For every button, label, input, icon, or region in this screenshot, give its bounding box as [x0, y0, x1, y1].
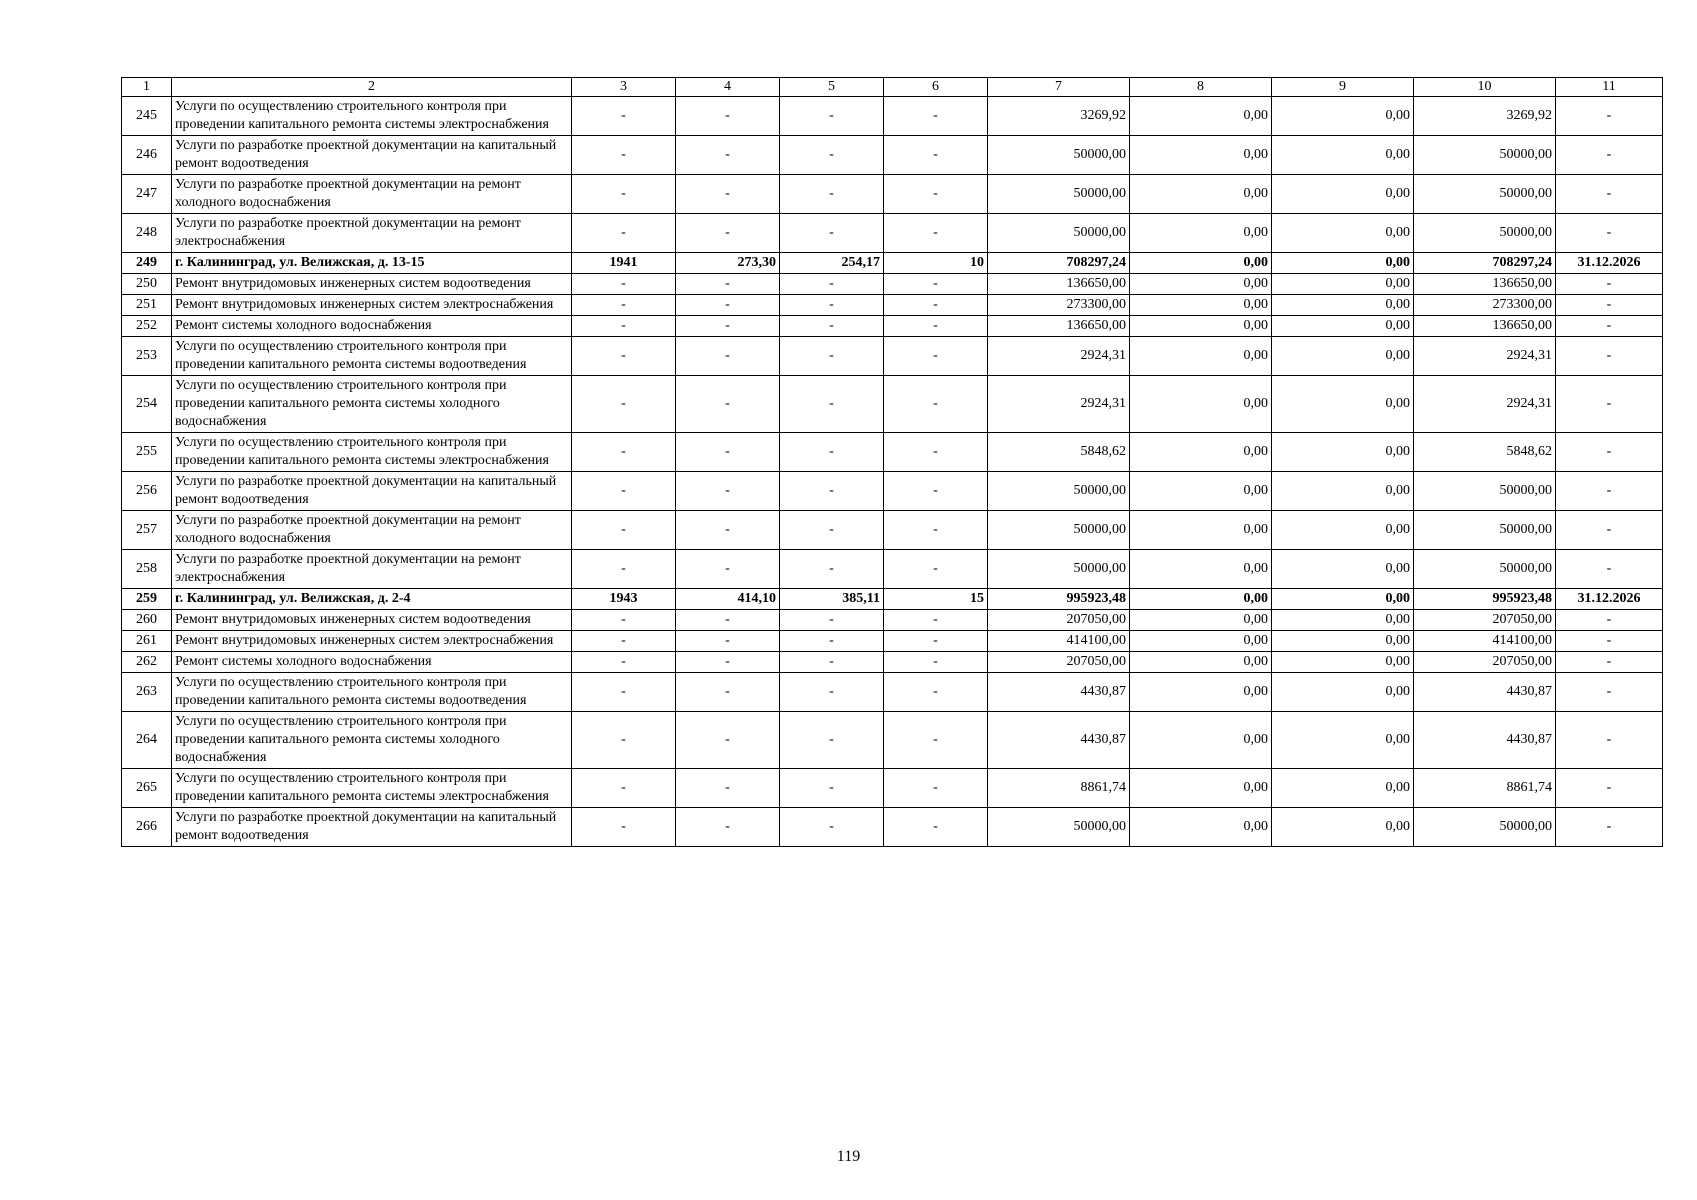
description-cell: Ремонт внутридомовых инженерных систем электроснабжения [172, 631, 572, 652]
row-number-cell: 249 [122, 253, 172, 274]
description-cell: Ремонт внутридомовых инженерных систем водоотведения [172, 274, 572, 295]
value-cell: 0,00 [1130, 253, 1272, 274]
value-cell: - [676, 631, 780, 652]
work-item-row [122, 610, 1663, 631]
description-cell: Услуги по разработке проектной документации на капитальный ремонт водоотведения [172, 808, 572, 847]
value-cell: - [780, 673, 884, 712]
value-cell: 0,00 [1130, 511, 1272, 550]
value-cell: 995923,48 [1414, 589, 1556, 610]
value-cell: - [572, 610, 676, 631]
row-number-cell: 247 [122, 175, 172, 214]
value-cell: 0,00 [1272, 652, 1414, 673]
row-number-cell: 258 [122, 550, 172, 589]
description-cell: Услуги по осуществлению строительного контроля при проведении капитального ремонта системы холодного водоснабжения [172, 712, 572, 769]
value-cell: - [1556, 631, 1663, 652]
value-cell: 50000,00 [1414, 175, 1556, 214]
row-number-cell: 266 [122, 808, 172, 847]
value-cell: - [572, 274, 676, 295]
value-cell: 50000,00 [1414, 808, 1556, 847]
value-cell: - [884, 673, 988, 712]
value-cell: - [780, 712, 884, 769]
value-cell: 50000,00 [988, 550, 1130, 589]
value-cell: 385,11 [780, 589, 884, 610]
value-cell: 50000,00 [988, 472, 1130, 511]
value-cell: 1941 [572, 253, 676, 274]
value-cell: - [884, 136, 988, 175]
description-cell: Услуги по осуществлению строительного контроля при проведении капитального ремонта системы холодного водоснабжения [172, 376, 572, 433]
value-cell: 207050,00 [1414, 652, 1556, 673]
value-cell: 0,00 [1272, 175, 1414, 214]
value-cell: - [572, 175, 676, 214]
column-header: 7 [988, 78, 1130, 97]
address-row [122, 589, 1663, 610]
value-cell: 0,00 [1130, 673, 1272, 712]
row-number-cell: 261 [122, 631, 172, 652]
row-number-cell: 251 [122, 295, 172, 316]
value-cell: - [1556, 673, 1663, 712]
row-number-cell: 264 [122, 712, 172, 769]
column-header: 1 [122, 78, 172, 97]
value-cell: - [1556, 136, 1663, 175]
value-cell: 10 [884, 253, 988, 274]
value-cell: - [884, 433, 988, 472]
value-cell: - [780, 97, 884, 136]
value-cell: 0,00 [1130, 589, 1272, 610]
description-cell: Услуги по разработке проектной документации на ремонт электроснабжения [172, 550, 572, 589]
value-cell: 0,00 [1272, 589, 1414, 610]
value-cell: 0,00 [1272, 673, 1414, 712]
value-cell: 0,00 [1272, 808, 1414, 847]
value-cell: - [1556, 376, 1663, 433]
value-cell: - [780, 652, 884, 673]
value-cell: - [884, 97, 988, 136]
row-number-cell: 259 [122, 589, 172, 610]
value-cell: - [572, 808, 676, 847]
value-cell: 273,30 [676, 253, 780, 274]
value-cell: - [1556, 769, 1663, 808]
description-cell: Услуги по разработке проектной документации на ремонт холодного водоснабжения [172, 175, 572, 214]
value-cell: 708297,24 [1414, 253, 1556, 274]
row-number-cell: 246 [122, 136, 172, 175]
value-cell: 0,00 [1272, 712, 1414, 769]
value-cell: - [676, 97, 780, 136]
work-item-row [122, 550, 1663, 589]
value-cell: 0,00 [1272, 274, 1414, 295]
value-cell: - [1556, 610, 1663, 631]
value-cell: - [676, 214, 780, 253]
column-header: 5 [780, 78, 884, 97]
value-cell: - [676, 316, 780, 337]
value-cell: - [1556, 97, 1663, 136]
work-item-row [122, 376, 1663, 433]
value-cell: - [780, 376, 884, 433]
value-cell: - [1556, 214, 1663, 253]
value-cell: - [884, 316, 988, 337]
value-cell: - [676, 433, 780, 472]
value-cell: 136650,00 [988, 274, 1130, 295]
value-cell: 15 [884, 589, 988, 610]
description-cell: Услуги по осуществлению строительного контроля при проведении капитального ремонта системы электроснабжения [172, 769, 572, 808]
value-cell: - [676, 136, 780, 175]
value-cell: 8861,74 [1414, 769, 1556, 808]
description-cell: г. Калининград, ул. Велижская, д. 13-15 [172, 253, 572, 274]
value-cell: - [572, 511, 676, 550]
value-cell: - [780, 433, 884, 472]
description-cell: Услуги по осуществлению строительного контроля при проведении капитального ремонта системы водоотведения [172, 337, 572, 376]
value-cell: - [780, 274, 884, 295]
value-cell: 50000,00 [1414, 550, 1556, 589]
value-cell: - [676, 808, 780, 847]
value-cell: - [884, 214, 988, 253]
value-cell: - [1556, 337, 1663, 376]
work-item-row [122, 214, 1663, 253]
value-cell: - [780, 136, 884, 175]
value-cell: - [676, 610, 780, 631]
value-cell: 0,00 [1130, 550, 1272, 589]
value-cell: 4430,87 [988, 712, 1130, 769]
value-cell: - [780, 295, 884, 316]
value-cell: 0,00 [1130, 316, 1272, 337]
value-cell: - [884, 511, 988, 550]
work-item-row [122, 136, 1663, 175]
column-header: 10 [1414, 78, 1556, 97]
value-cell: 995923,48 [988, 589, 1130, 610]
value-cell: 8861,74 [988, 769, 1130, 808]
value-cell: 0,00 [1272, 337, 1414, 376]
value-cell: 0,00 [1130, 610, 1272, 631]
value-cell: 273300,00 [988, 295, 1130, 316]
value-cell: 2924,31 [988, 337, 1130, 376]
value-cell: 0,00 [1130, 214, 1272, 253]
value-cell: 414,10 [676, 589, 780, 610]
value-cell: - [1556, 274, 1663, 295]
value-cell: - [884, 175, 988, 214]
value-cell: - [1556, 433, 1663, 472]
value-cell: 0,00 [1272, 253, 1414, 274]
value-cell: 50000,00 [1414, 472, 1556, 511]
value-cell: 254,17 [780, 253, 884, 274]
value-cell: - [676, 673, 780, 712]
work-item-row [122, 175, 1663, 214]
value-cell: 0,00 [1130, 433, 1272, 472]
value-cell: - [780, 337, 884, 376]
value-cell: 0,00 [1130, 136, 1272, 175]
description-cell: Услуги по разработке проектной документации на ремонт холодного водоснабжения [172, 511, 572, 550]
column-header: 3 [572, 78, 676, 97]
value-cell: 0,00 [1130, 712, 1272, 769]
page-number: 119 [836, 1148, 861, 1165]
value-cell: 50000,00 [988, 808, 1130, 847]
value-cell: 50000,00 [1414, 511, 1556, 550]
row-number-cell: 255 [122, 433, 172, 472]
value-cell: 4430,87 [1414, 712, 1556, 769]
value-cell: 5848,62 [988, 433, 1130, 472]
value-cell: - [780, 472, 884, 511]
value-cell: 0,00 [1272, 550, 1414, 589]
value-cell: 2924,31 [988, 376, 1130, 433]
value-cell: - [884, 550, 988, 589]
value-cell: 0,00 [1130, 769, 1272, 808]
description-cell: Услуги по разработке проектной документации на капитальный ремонт водоотведения [172, 472, 572, 511]
row-number-cell: 248 [122, 214, 172, 253]
value-cell: 414100,00 [988, 631, 1130, 652]
row-number-cell: 263 [122, 673, 172, 712]
work-item-row [122, 673, 1663, 712]
column-header: 11 [1556, 78, 1663, 97]
value-cell: - [572, 433, 676, 472]
value-cell: - [884, 295, 988, 316]
row-number-cell: 265 [122, 769, 172, 808]
value-cell: - [780, 316, 884, 337]
value-cell: 50000,00 [1414, 214, 1556, 253]
description-cell: Услуги по разработке проектной документации на ремонт электроснабжения [172, 214, 572, 253]
value-cell: 50000,00 [988, 214, 1130, 253]
value-cell: - [780, 511, 884, 550]
work-item-row [122, 712, 1663, 769]
value-cell: 31.12.2026 [1556, 589, 1663, 610]
value-cell: - [676, 274, 780, 295]
column-header: 4 [676, 78, 780, 97]
value-cell: - [1556, 712, 1663, 769]
value-cell: - [884, 610, 988, 631]
value-cell: - [1556, 295, 1663, 316]
row-number-cell: 260 [122, 610, 172, 631]
value-cell: 4430,87 [988, 673, 1130, 712]
value-cell: 414100,00 [1414, 631, 1556, 652]
value-cell: - [676, 550, 780, 589]
column-header: 6 [884, 78, 988, 97]
value-cell: - [572, 472, 676, 511]
value-cell: - [572, 136, 676, 175]
value-cell: 0,00 [1130, 337, 1272, 376]
value-cell: 0,00 [1272, 769, 1414, 808]
description-cell: Ремонт внутридомовых инженерных систем электроснабжения [172, 295, 572, 316]
value-cell: - [780, 550, 884, 589]
value-cell: - [572, 376, 676, 433]
work-item-row [122, 97, 1663, 136]
work-item-row [122, 652, 1663, 673]
value-cell: - [884, 712, 988, 769]
value-cell: - [884, 376, 988, 433]
description-cell: Ремонт системы холодного водоснабжения [172, 652, 572, 673]
value-cell: - [676, 295, 780, 316]
value-cell: 50000,00 [988, 511, 1130, 550]
value-cell: 0,00 [1272, 631, 1414, 652]
work-item-row [122, 337, 1663, 376]
description-cell: Ремонт системы холодного водоснабжения [172, 316, 572, 337]
value-cell: 136650,00 [1414, 274, 1556, 295]
value-cell: 0,00 [1130, 97, 1272, 136]
value-cell: 136650,00 [1414, 316, 1556, 337]
row-number-cell: 254 [122, 376, 172, 433]
row-number-cell: 253 [122, 337, 172, 376]
row-number-cell: 262 [122, 652, 172, 673]
value-cell: 0,00 [1130, 274, 1272, 295]
value-cell: - [780, 610, 884, 631]
value-cell: - [1556, 472, 1663, 511]
value-cell: - [780, 214, 884, 253]
value-cell: - [884, 652, 988, 673]
value-cell: - [572, 295, 676, 316]
value-cell: - [884, 337, 988, 376]
value-cell: - [676, 337, 780, 376]
value-cell: 0,00 [1272, 433, 1414, 472]
value-cell: - [884, 472, 988, 511]
address-row [122, 253, 1663, 274]
value-cell: - [884, 274, 988, 295]
value-cell: 5848,62 [1414, 433, 1556, 472]
value-cell: - [1556, 316, 1663, 337]
description-cell: Услуги по осуществлению строительного контроля при проведении капитального ремонта системы электроснабжения [172, 97, 572, 136]
value-cell: 3269,92 [1414, 97, 1556, 136]
value-cell: 0,00 [1272, 214, 1414, 253]
value-cell: 207050,00 [1414, 610, 1556, 631]
value-cell: 0,00 [1272, 511, 1414, 550]
value-cell: - [1556, 808, 1663, 847]
value-cell: 31.12.2026 [1556, 253, 1663, 274]
value-cell: 50000,00 [988, 136, 1130, 175]
work-item-row [122, 433, 1663, 472]
value-cell: - [676, 472, 780, 511]
work-item-row [122, 295, 1663, 316]
value-cell: - [780, 808, 884, 847]
value-cell: - [884, 631, 988, 652]
value-cell: 50000,00 [988, 175, 1130, 214]
row-number-cell: 252 [122, 316, 172, 337]
value-cell: - [572, 337, 676, 376]
column-header: 9 [1272, 78, 1414, 97]
value-cell: - [1556, 652, 1663, 673]
value-cell: - [572, 316, 676, 337]
value-cell: 708297,24 [988, 253, 1130, 274]
value-cell: - [676, 712, 780, 769]
value-cell: - [572, 712, 676, 769]
value-cell: 0,00 [1272, 295, 1414, 316]
value-cell: - [780, 175, 884, 214]
description-cell: Услуги по осуществлению строительного контроля при проведении капитального ремонта системы электроснабжения [172, 433, 572, 472]
value-cell: - [676, 769, 780, 808]
value-cell: - [572, 214, 676, 253]
value-cell: 0,00 [1272, 97, 1414, 136]
value-cell: 0,00 [1272, 472, 1414, 511]
work-item-row [122, 472, 1663, 511]
value-cell: 136650,00 [988, 316, 1130, 337]
row-number-cell: 256 [122, 472, 172, 511]
value-cell: 273300,00 [1414, 295, 1556, 316]
value-cell: - [572, 631, 676, 652]
value-cell: - [572, 652, 676, 673]
work-item-row [122, 316, 1663, 337]
column-number-header-row [122, 78, 1663, 97]
value-cell: 3269,92 [988, 97, 1130, 136]
value-cell: 0,00 [1130, 631, 1272, 652]
value-cell: - [676, 652, 780, 673]
work-item-row [122, 769, 1663, 808]
description-cell: Услуги по разработке проектной документации на капитальный ремонт водоотведения [172, 136, 572, 175]
value-cell: - [572, 673, 676, 712]
value-cell: - [676, 175, 780, 214]
column-header: 2 [172, 78, 572, 97]
value-cell: - [1556, 511, 1663, 550]
value-cell: 0,00 [1130, 472, 1272, 511]
value-cell: 207050,00 [988, 610, 1130, 631]
table-body [122, 78, 1663, 847]
description-cell: Услуги по осуществлению строительного контроля при проведении капитального ремонта системы водоотведения [172, 673, 572, 712]
value-cell: - [572, 97, 676, 136]
value-cell: 50000,00 [1414, 136, 1556, 175]
work-item-row [122, 631, 1663, 652]
value-cell: 2924,31 [1414, 337, 1556, 376]
value-cell: 207050,00 [988, 652, 1130, 673]
value-cell: 0,00 [1130, 175, 1272, 214]
value-cell: - [1556, 175, 1663, 214]
work-item-row [122, 274, 1663, 295]
value-cell: 2924,31 [1414, 376, 1556, 433]
value-cell: - [1556, 550, 1663, 589]
value-cell: 0,00 [1130, 808, 1272, 847]
row-number-cell: 250 [122, 274, 172, 295]
repair-plan-table [121, 77, 1663, 847]
value-cell: - [780, 631, 884, 652]
description-cell: Ремонт внутридомовых инженерных систем водоотведения [172, 610, 572, 631]
value-cell: 0,00 [1272, 136, 1414, 175]
value-cell: - [884, 769, 988, 808]
value-cell: 0,00 [1272, 376, 1414, 433]
value-cell: 0,00 [1272, 316, 1414, 337]
work-item-row [122, 511, 1663, 550]
work-item-row [122, 808, 1663, 847]
value-cell: 1943 [572, 589, 676, 610]
value-cell: - [572, 769, 676, 808]
value-cell: - [676, 511, 780, 550]
row-number-cell: 257 [122, 511, 172, 550]
value-cell: - [676, 376, 780, 433]
column-header: 8 [1130, 78, 1272, 97]
value-cell: - [780, 769, 884, 808]
value-cell: 0,00 [1272, 610, 1414, 631]
value-cell: - [572, 550, 676, 589]
description-cell: г. Калининград, ул. Велижская, д. 2-4 [172, 589, 572, 610]
value-cell: - [884, 808, 988, 847]
value-cell: 0,00 [1130, 652, 1272, 673]
value-cell: 0,00 [1130, 376, 1272, 433]
value-cell: 4430,87 [1414, 673, 1556, 712]
row-number-cell: 245 [122, 97, 172, 136]
value-cell: 0,00 [1130, 295, 1272, 316]
